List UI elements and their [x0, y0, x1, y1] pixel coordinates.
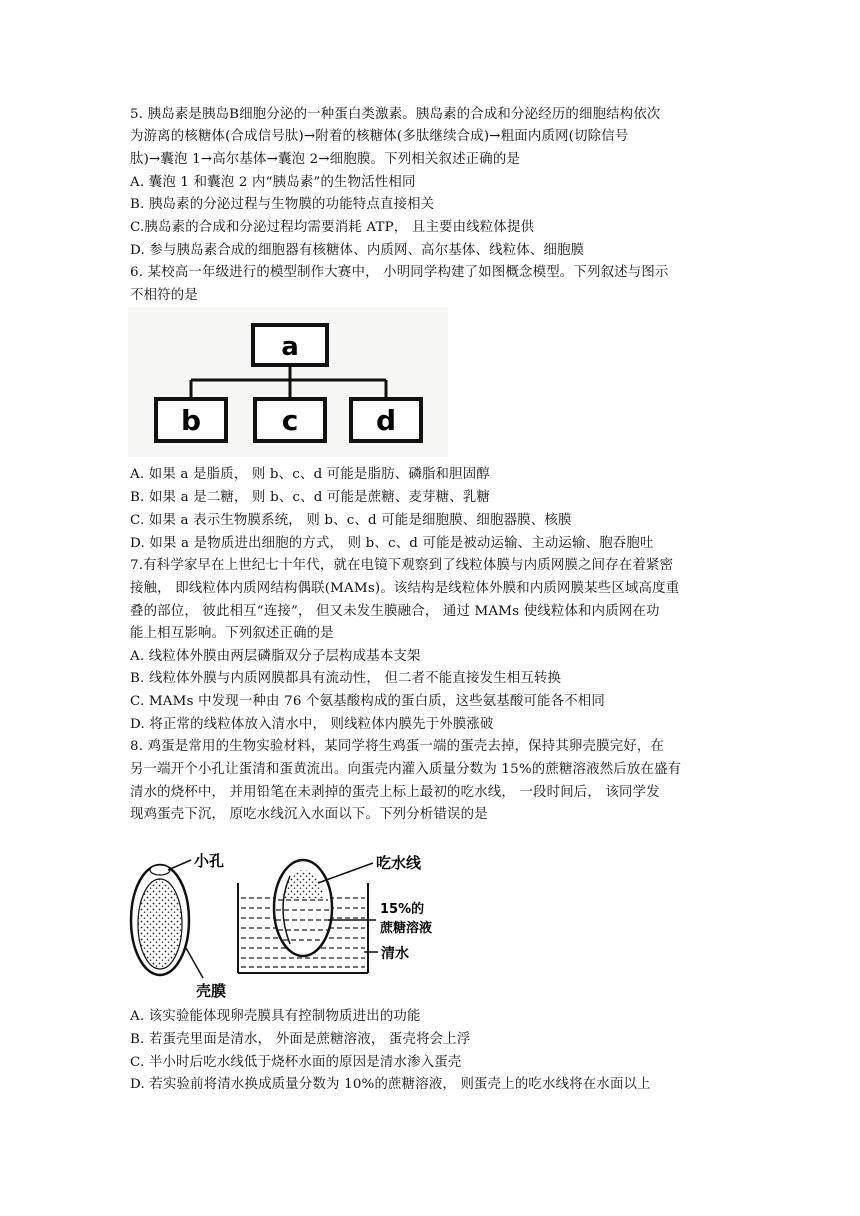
q6-option-d: D. 如果 a 是物质进出细胞的方式， 则 b、c、d 可能是被动运输、主动运输、胞吞胞吐	[130, 536, 654, 551]
q7-stem-line-3: 叠的部位， 彼此相互“连接”， 但又未发生膜融合， 通过 MAMs 使线粒体和内质网在功	[130, 604, 660, 619]
q7-stem-line-4: 能上相互影响。下列叙述正确的是	[130, 626, 334, 641]
q6-option-a: A. 如果 a 是脂质， 则 b、c、d 可能是脂肪、磷脂和胆固醇	[130, 467, 490, 482]
box-b-label: b	[180, 404, 202, 437]
q5-stem-line-3: 肽)→囊泡 1→高尔基体→囊泡 2→细胞膜。下列相关叙述正确的是	[130, 152, 521, 167]
q5-stem-line-2: 为游离的核糖体(合成信号肽)→附着的核糖体(多肽继续合成)→粗面内质网(切除信号	[130, 129, 629, 144]
q5-option-b: B. 胰岛素的分泌过程与生物膜的功能特点直接相关	[130, 197, 435, 212]
q7-option-b: B. 线粒体外膜与内质网膜都具有流动性， 但二者不能直接发生相互转换	[130, 671, 562, 686]
label-solution-line2: 蔗糖溶液	[380, 921, 433, 936]
q8-stem-line-1: 8. 鸡蛋是常用的生物实验材料，某同学将生鸡蛋一端的蛋壳去掉，保持其卵壳膜完好，在	[130, 739, 665, 754]
box-d-label: d	[375, 404, 397, 437]
q8-option-c: C. 半小时后吃水线低于烧杯水面的原因是清水渗入蛋壳	[130, 1055, 462, 1070]
q6-option-b: B. 如果 a 是二糖， 则 b、c、d 可能是蔗糖、麦芽糖、乳糖	[130, 490, 491, 505]
q8-option-a: A. 该实验能体现卵壳膜具有控制物质进出的功能	[130, 1009, 421, 1024]
label-water: 清水	[381, 946, 409, 962]
q8-option-d: D. 若实验前将清水换成质量分数为 10%的蔗糖溶液， 则蛋壳上的吃水线将在水面以上	[130, 1077, 651, 1092]
q7-option-d: D. 将正常的线粒体放入清水中， 则线粒体内膜先于外膜涨破	[130, 717, 494, 732]
q6-stem-line-2: 不相符的是	[130, 288, 198, 303]
q5-option-c: C.胰岛素的合成和分泌过程均需要消耗 ATP， 且主要由线粒体提供	[130, 220, 535, 235]
label-waterline: 吃水线	[376, 854, 422, 872]
label-membrane: 壳膜	[196, 982, 227, 998]
q6-stem-line-1: 6. 某校高一年级进行的模型制作大赛中， 小明同学构建了如图概念模型。下列叙述与图示	[130, 265, 669, 280]
q7-stem-line-2: 接触， 即线粒体内质网结构偶联(MAMs)。该结构是线粒体外膜和内质网膜某些区域高度重	[130, 581, 680, 596]
label-hole: 小孔	[194, 852, 225, 870]
q8-stem-line-3: 清水的烧杯中， 并用铅笔在未剥掉的蛋壳上标上最初的吃水线， 一段时间后， 该同学发	[130, 785, 660, 800]
q8-stem-line-2: 另一端开个小孔让蛋清和蛋黄流出。向蛋壳内灌入质量分数为 15%的蔗糖溶液然后放在盛有	[130, 762, 682, 777]
box-c-label: c	[281, 404, 299, 437]
egg-in-beaker	[274, 860, 332, 956]
q5-option-d: D. 参与胰岛素合成的细胞器有核糖体、内质网、高尔基体、线粒体、细胞膜	[130, 243, 585, 258]
q7-option-c: C. MAMs 中发现一种由 76 个氨基酸构成的蛋白质，这些氨基酸可能各不相同	[130, 694, 605, 709]
q8-stem-line-4: 现鸡蛋壳下沉， 原吃水线沉入水面以下。下列分析错误的是	[130, 807, 488, 822]
concept-model-diagram	[128, 307, 448, 457]
q6-option-c: C. 如果 a 表示生物膜系统， 则 b、c、d 可能是细胞膜、细胞器膜、核膜	[130, 513, 572, 528]
q5-option-a: A. 囊泡 1 和囊泡 2 内“胰岛素”的生物活性相同	[130, 175, 416, 190]
label-solution-line1: 15%的	[380, 902, 425, 917]
egg-experiment-figure	[128, 848, 458, 998]
q8-option-b: B. 若蛋壳里面是清水， 外面是蔗糖溶液， 蛋壳将会上浮	[130, 1032, 471, 1047]
q7-option-a: A. 线粒体外膜由两层磷脂双分子层构成基本支架	[130, 649, 421, 664]
q7-stem-line-1: 7.有科学家早在上世纪七十年代，就在电镜下观察到了线粒体膜与内质网膜之间存在着紧密	[130, 558, 674, 573]
q5-stem-line-1: 5. 胰岛素是胰岛B细胞分泌的一种蛋白类激素。胰岛素的合成和分泌经历的细胞结构依次	[130, 107, 661, 122]
egg-shell-left	[131, 865, 189, 975]
box-a-label: a	[281, 332, 299, 362]
